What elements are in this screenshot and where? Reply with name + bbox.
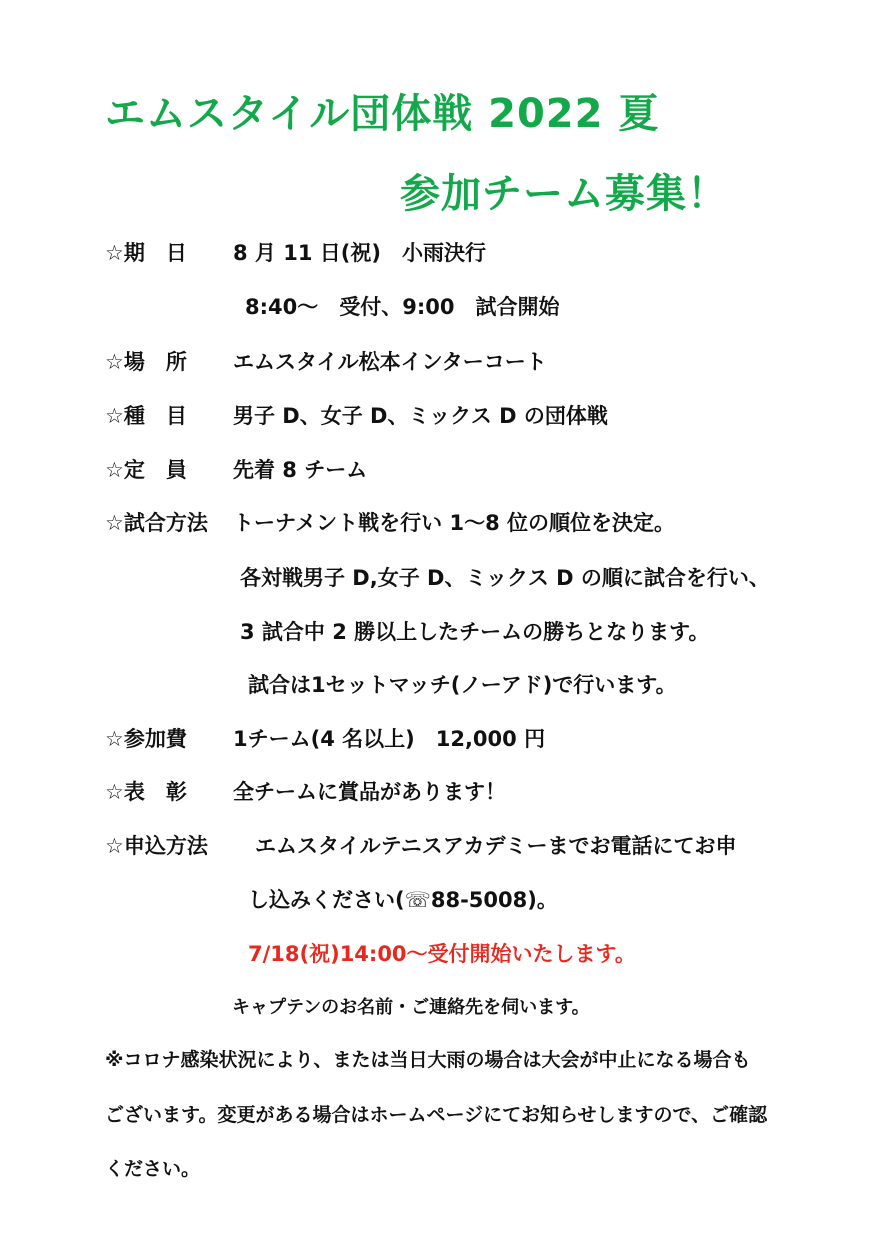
format-line-1: トーナメント戦を行い 1～8 位の順位を決定。: [233, 511, 676, 535]
award-row: [105, 778, 506, 806]
fee-row: [105, 725, 545, 753]
place-row: [105, 348, 547, 376]
date-schedule: 8:40～ 受付、9:00 試合開始: [245, 295, 560, 319]
title-line-2: 参加チーム募集！: [400, 171, 728, 217]
corona-notice-line-2: ございます。変更がある場合はホームページにてお知らせしますので、ご確認: [105, 1104, 768, 1126]
format-line-2: 各対戦男子 D,女子 D、ミックス D の順に試合を行い、: [240, 566, 770, 590]
event-label: ☆種 目: [105, 404, 187, 428]
capacity-label: ☆定 員: [105, 458, 187, 482]
corona-notice-line-1: ※コロナ感染状況により、または当日大雨の場合は大会が中止になる場合も: [105, 1049, 751, 1071]
format-line-3: 3 試合中 2 勝以上したチームの勝ちとなります。: [240, 620, 710, 644]
title-line-1: エムスタイル団体戦 2022 夏: [105, 91, 660, 137]
apply-note: キャプテンのお名前・ご連絡先を伺います。: [232, 997, 590, 1018]
event-row: [105, 402, 608, 430]
date-value: 8 月 11 日(祝) 小雨決行: [233, 241, 486, 265]
fee-value: 1チーム(4 名以上) 12,000 円: [233, 727, 546, 751]
format-label: ☆試合方法: [105, 511, 208, 535]
fee-label: ☆参加費: [105, 727, 187, 751]
apply-row: [105, 832, 737, 860]
apply-start-notice: 7/18(祝)14:00～受付開始いたします。: [248, 942, 636, 966]
apply-line-1: エムスタイルテニスアカデミーまでお電話にてお申: [255, 834, 737, 858]
award-label: ☆表 彰: [105, 780, 187, 804]
place-label: ☆場 所: [105, 350, 187, 374]
capacity-value: 先着 8 チーム: [233, 458, 368, 482]
apply-label: ☆申込方法: [105, 834, 208, 858]
capacity-row: [105, 456, 367, 484]
corona-notice-line-3: ください。: [105, 1158, 201, 1180]
format-row: [105, 509, 675, 537]
award-value: 全チームに賞品があります！: [233, 780, 506, 804]
format-line-4: 試合は1セットマッチ(ノーアド)で行います。: [248, 673, 677, 697]
date-row: [105, 239, 486, 267]
place-value: エムスタイル松本インターコート: [233, 350, 547, 374]
date-label: ☆期 日: [105, 241, 187, 265]
event-value: 男子 D、女子 D、ミックス D の団体戦: [233, 404, 608, 428]
apply-line-2: し込みください(☏88-5008)。: [248, 888, 558, 912]
